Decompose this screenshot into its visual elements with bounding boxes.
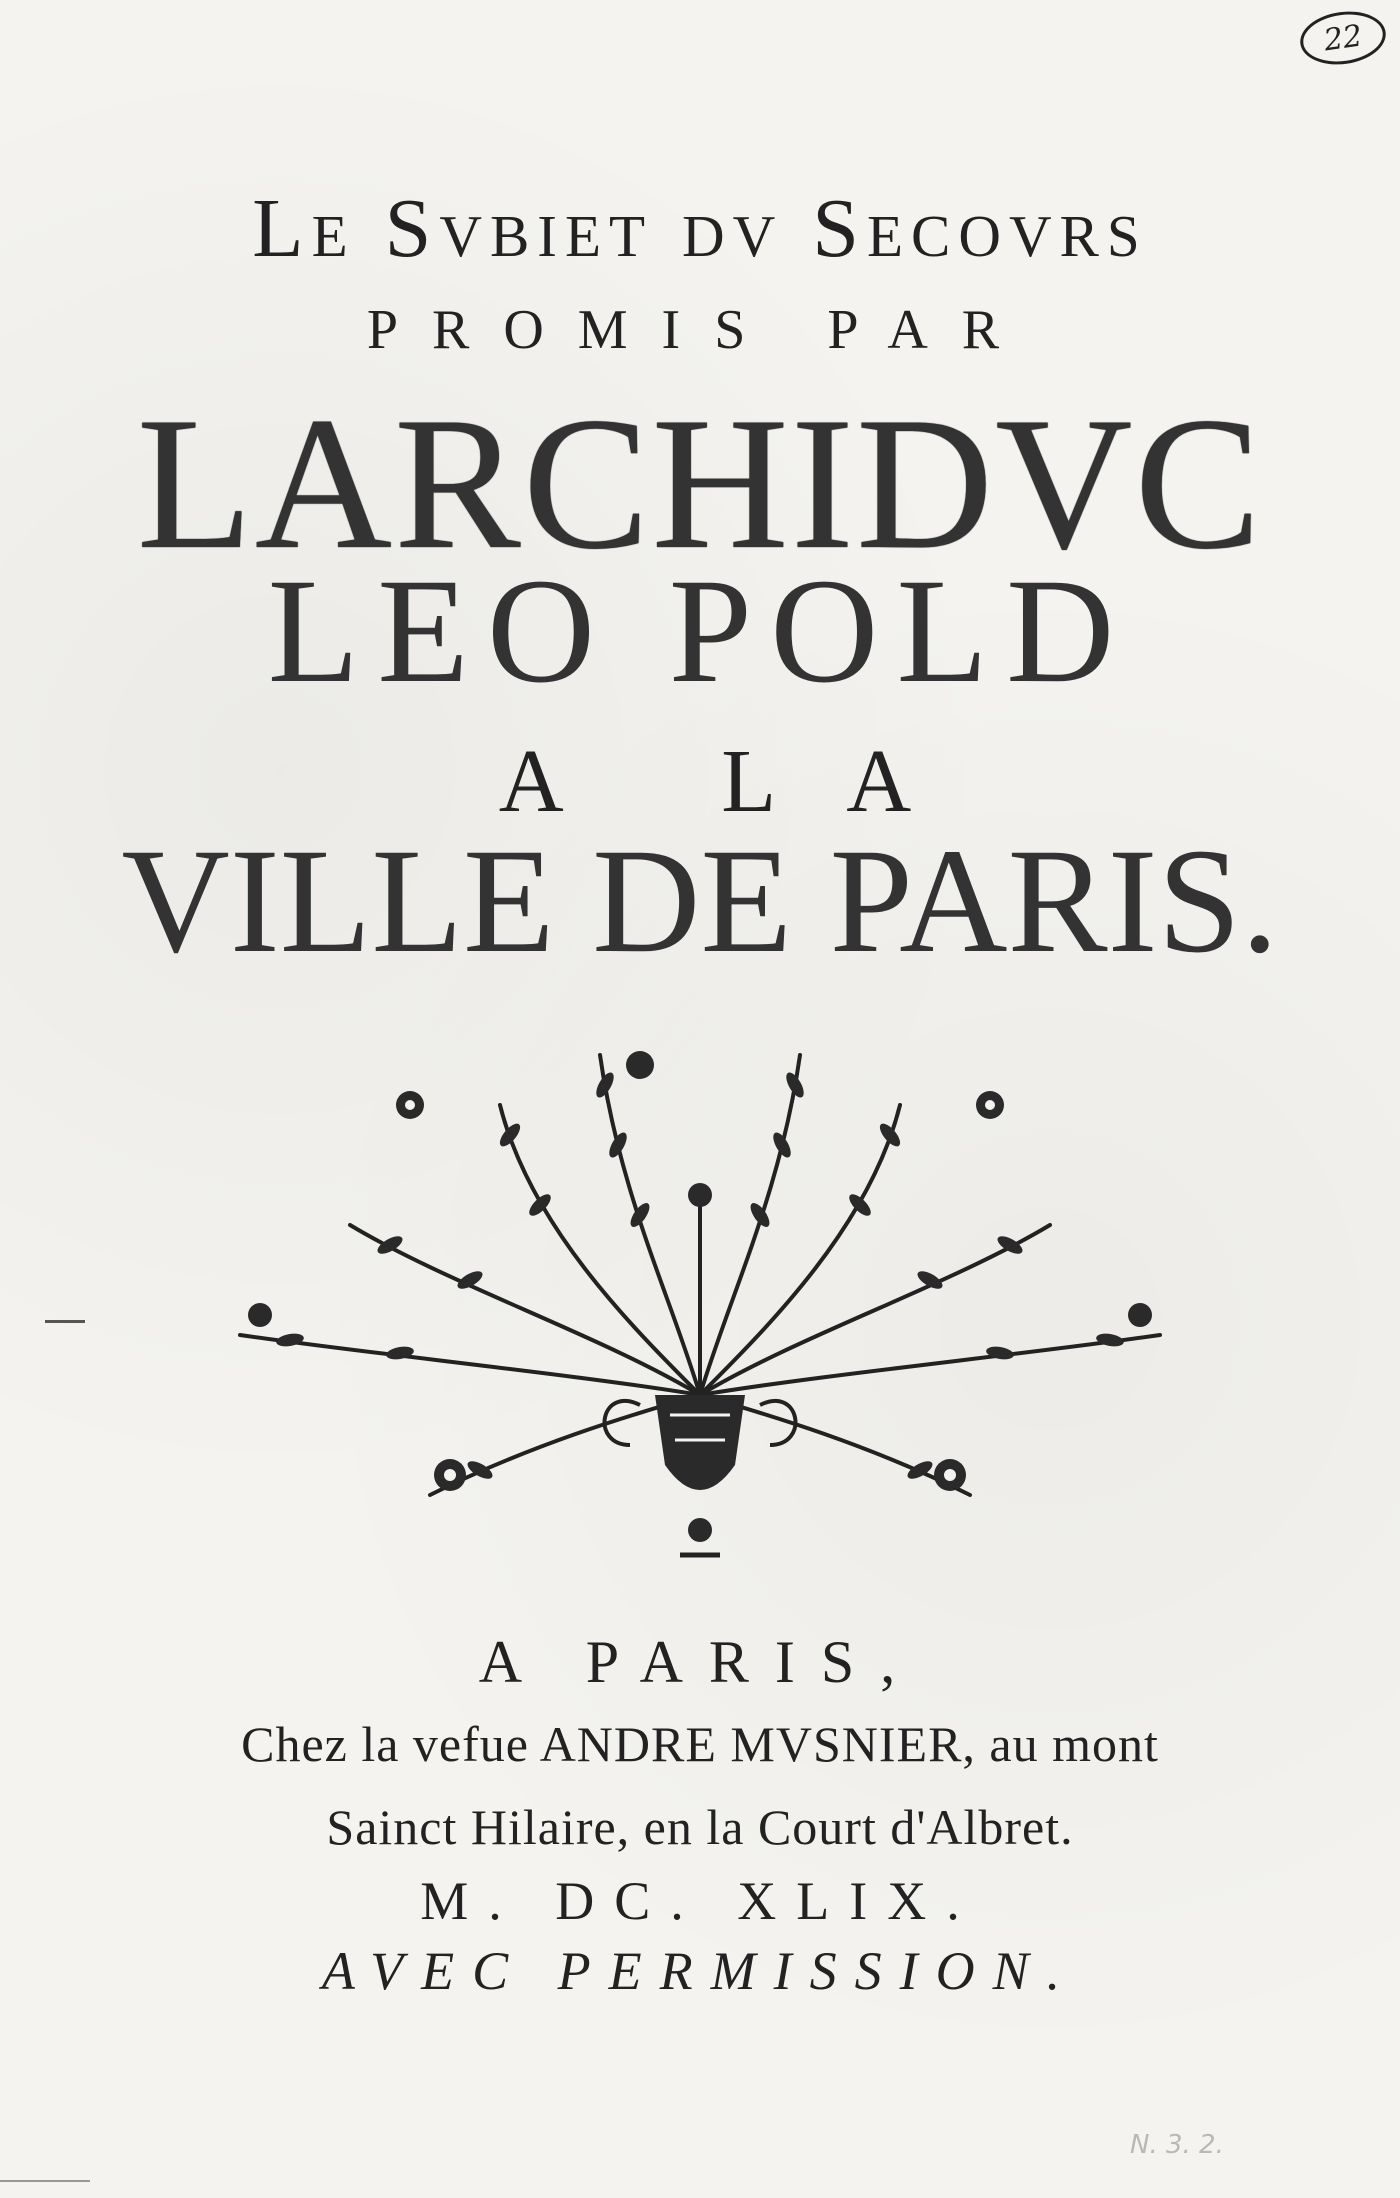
title-line-6: VILLE DE PARIS. <box>121 818 1279 984</box>
imprint-permission: AVEC PERMISSION. <box>321 1941 1079 2001</box>
imprint-printer: Chez la vefue ANDRE MVSNIER, au mont <box>241 1716 1159 1772</box>
title-line-5: A LA <box>498 732 982 831</box>
margin-mark <box>45 1320 85 1323</box>
title-line-1: Le Svbiet dv Secovrs <box>252 182 1148 275</box>
imprint-year: M. DC. XLIX. <box>420 1871 980 1931</box>
folio-number-text: 22 <box>1321 18 1365 58</box>
folio-number <box>1297 6 1389 69</box>
shelfmark: N. 3. 2. <box>1130 2130 1224 2160</box>
title-line-4: LEO POLD <box>267 548 1133 714</box>
bottom-rule <box>0 2180 90 2182</box>
imprint-address: Sainct Hilaire, en la Court d'Albret. <box>326 1799 1074 1855</box>
title-line-2: PROMIS PAR <box>366 299 1034 361</box>
imprint-place: A PARIS, <box>478 1629 922 1695</box>
title-line-3: LARCHIDVC <box>136 379 1264 589</box>
floral-vase-icon <box>200 995 1200 1575</box>
